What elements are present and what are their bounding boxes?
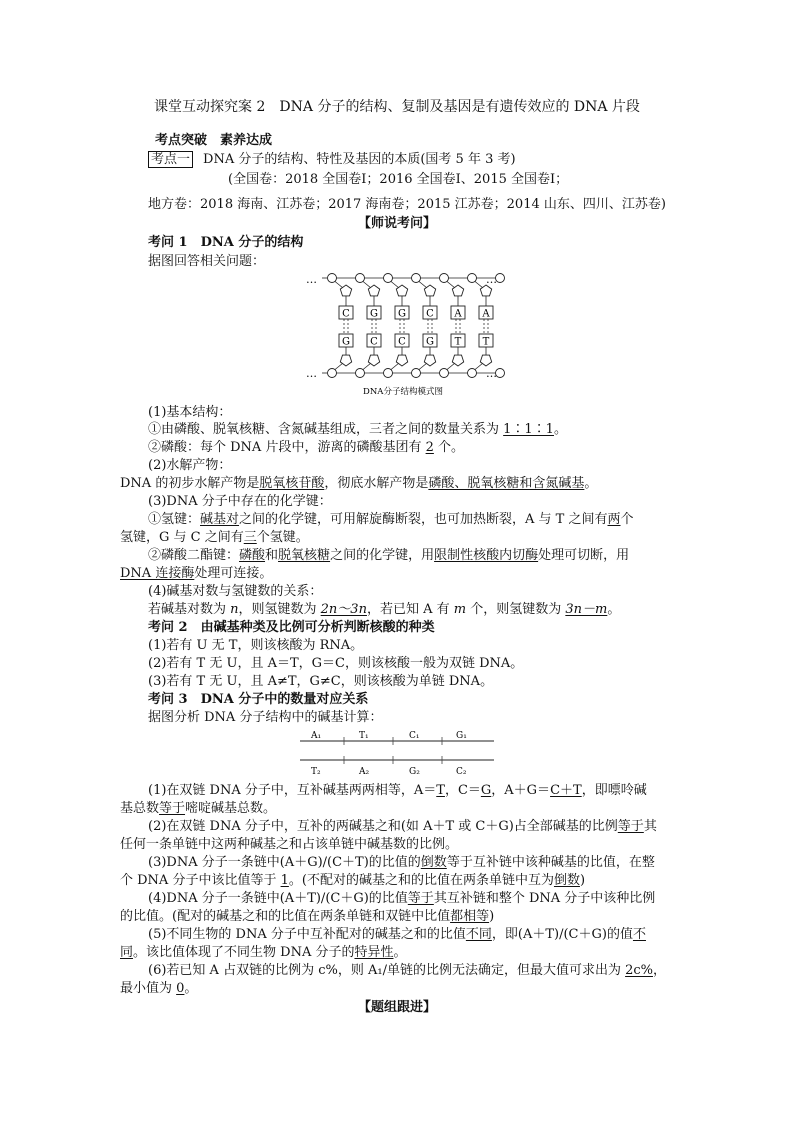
phosphate-circle-top — [440, 274, 449, 283]
deoxyribose-top — [424, 285, 435, 296]
p1-answer-3: C＋T — [550, 783, 582, 798]
p3-text-b: 等于互补链中该种碱基的比值，在整 — [446, 855, 655, 870]
s1-l1-text: ①由磷酸、脱氧核糖、含氮碱基组成，三者之间的数量关系为 — [148, 422, 504, 437]
dna-structure-diagram — [296, 266, 510, 400]
deoxyribose-bottom — [396, 355, 407, 366]
s3-p1-answer-2: 脱氧核糖 — [278, 548, 331, 563]
strand-bottom-label-1: T₂ — [311, 767, 321, 777]
q2-line2: (2)若有 T 无 U，且 A＝T，G＝C，则该核酸一般为双链 DNA。 — [148, 656, 524, 671]
s2-text-a: DNA 的初步水解产物是 — [120, 476, 260, 491]
q1-heading — [148, 234, 303, 252]
p4-answer-1: 等于 — [407, 891, 434, 906]
p6-answer-1: 2c% — [625, 963, 653, 978]
p3-line2 — [120, 872, 585, 890]
phosphate-circle-bottom — [384, 369, 393, 378]
base-label-bottom: C — [398, 336, 406, 348]
diagram-caption: DNA分子结构模式图 — [363, 387, 443, 397]
p6-l2-text-a: 最小值为 — [120, 981, 177, 996]
strand-bottom-label-4: C₂ — [456, 767, 467, 777]
base-label-bottom: T — [482, 336, 490, 348]
section-label: 考点突破 素养达成 — [155, 133, 273, 148]
base-label-top: A — [482, 308, 490, 320]
exam-national-line: (全国卷：2018 全国卷Ⅰ；2016 全国卷Ⅰ、2015 全国卷Ⅰ； — [228, 172, 569, 187]
s4-text-c: ，若已知 A 有 — [366, 602, 454, 617]
p5-line1 — [148, 926, 646, 944]
p3-answer-1: 倒数 — [420, 855, 447, 870]
p1-l2-text-a: 基总数 — [120, 801, 160, 816]
q3-heading: 考问 3 DNA 分子中的数量对应关系 — [148, 692, 369, 707]
strand-bottom-label-2: A₂ — [359, 767, 370, 777]
deoxyribose-top — [396, 285, 407, 296]
s1-l2-text: ②磷酸：每个 DNA 片段中，游离的磷酸基团有 — [148, 440, 426, 455]
phosphate-circle-bottom — [440, 369, 449, 378]
p2-line1 — [148, 818, 657, 836]
base-label-bottom: C — [370, 336, 378, 348]
p1-text-c: ，A＋G＝ — [491, 783, 551, 798]
s2-heading: (2)水解产物： — [148, 458, 232, 473]
p1-l2-answer: 等于 — [159, 801, 186, 816]
p2-text-a: (2)在双链 DNA 分子中，互补的两碱基之和(如 A＋T 或 C＋G)占全部碱基的比例 — [148, 819, 618, 834]
s4-text-a: 若碱基对数为 — [148, 602, 231, 617]
p4-text-b: 其互补链和整个 DNA 分子中该种比例 — [433, 891, 656, 906]
s1-l1-end: 。 — [553, 422, 567, 437]
s2-answer-1: 脱氧核苷酸 — [259, 476, 325, 491]
p5-l2-text-c: 。 — [393, 945, 407, 960]
s3-p1-answer-1: 磷酸 — [239, 548, 266, 563]
base-label-top: G — [398, 308, 406, 320]
s3-h1-answer-1: 碱基对 — [200, 512, 240, 527]
p1-answer-2: G — [480, 783, 492, 798]
deoxyribose-bottom — [452, 355, 463, 366]
strand-top-label-4: G₁ — [456, 731, 467, 741]
p3-line1 — [148, 854, 655, 872]
s3-h2-answer: 三 — [243, 530, 257, 545]
strand-top-label-2: T₁ — [359, 731, 369, 741]
s2-answer-2: 磷酸、脱氧核糖和含氮碱基 — [428, 476, 585, 491]
s4-var-m: m — [453, 602, 467, 617]
deoxyribose-bottom — [368, 355, 379, 366]
deoxyribose-top — [368, 285, 379, 296]
strand-bottom-label-3: G₂ — [409, 767, 420, 777]
q2-line1: (1)若有 U 无 T，则该核酸为 RNA。 — [148, 638, 364, 653]
s4-heading: (4)碱基对数与氢键数的关系： — [148, 584, 323, 599]
s3-p2-answer: DNA 连接酶 — [120, 566, 195, 581]
q1-intro: 据图回答相关问题： — [148, 254, 266, 269]
p1-line1 — [148, 782, 647, 800]
base-label-top: C — [342, 308, 350, 320]
p6-l2-text-b: 。 — [184, 981, 198, 996]
dots-top-left: … — [306, 273, 317, 286]
base-label-top: C — [426, 308, 434, 320]
s4-text-d: 个，则氢键数为 — [466, 602, 566, 617]
s3-h2-text-b: 个氢键。 — [256, 530, 309, 545]
phosphate-circle-top — [384, 274, 393, 283]
p5-l2-answer-2: 特异性 — [354, 945, 394, 960]
page-title: 课堂互动探究案 2 DNA 分子的结构、复制及基因是有遗传效应的 DNA 片段 — [154, 99, 640, 115]
p5-answer-1: 不同 — [465, 927, 492, 942]
p4-l2-answer: 都相等 — [450, 909, 490, 924]
dots-bottom-right: … — [486, 367, 497, 380]
deoxyribose-top — [452, 285, 463, 296]
s3-hydrogen-line2 — [120, 529, 309, 547]
p1-text-b: ，C＝ — [444, 783, 481, 798]
s3-p2-text: 处理可连接。 — [194, 566, 273, 581]
strand-top-label-1: A₁ — [311, 731, 322, 741]
tizu-heading: 【题组跟进】 — [357, 1000, 436, 1015]
p5-l2-text-b: 。该比值体现了不同生物 DNA 分子的 — [133, 945, 355, 960]
q2-heading: 考问 2 由碱基种类及比例可分析判断核酸的种类 — [148, 620, 435, 635]
base-label-top: G — [370, 308, 378, 320]
s4-answer-1: 2n～3n — [320, 602, 367, 617]
s4-text-e: 。 — [607, 602, 621, 617]
phosphate-circle-top — [328, 274, 337, 283]
s3-phospho-line1 — [148, 547, 629, 565]
p3-l2-text-c: ) — [579, 873, 586, 888]
s3-h1-text-a: ①氢键： — [148, 512, 201, 527]
s3-p1-answer-3: 限制性核酸内切酶 — [434, 548, 539, 563]
q2-line3: (3)若有 T 无 U，且 A≠T，G≠C，则该核酸为单链 DNA。 — [148, 674, 494, 689]
s3-phospho-line2 — [120, 565, 272, 583]
s1-l2-end: 个。 — [433, 440, 465, 455]
p6-line2 — [120, 980, 197, 998]
deoxyribose-bottom — [480, 355, 491, 366]
s3-h2-text-a: 氢键，G 与 C 之间有 — [120, 530, 244, 545]
p1-text-d: ，即嘌呤碱 — [581, 783, 647, 798]
p5-text-a: (5)不同生物的 DNA 分子中互补配对的碱基之和的比值 — [148, 927, 466, 942]
phosphate-circle-bottom — [468, 369, 477, 378]
s3-h1-text-b: 之间的化学键，可用解旋酶断裂，也可加热断裂，A 与 T 之间有 — [239, 512, 608, 527]
p2-text-b: 其 — [643, 819, 657, 834]
s4-answer-2: 3n－m — [565, 602, 608, 617]
p3-text-a: (3)DNA 分子一条链中(A＋G)/(C＋T)的比值的 — [148, 855, 421, 870]
phosphate-circle-bottom — [356, 369, 365, 378]
p1-l2-text-b: 嘧啶碱基总数。 — [185, 801, 277, 816]
strand-top-label-3: C₁ — [409, 731, 420, 741]
deoxyribose-bottom — [340, 355, 351, 366]
s3-p1-text-c: 之间的化学键，用 — [330, 548, 435, 563]
s1-heading: (1)基本结构： — [148, 405, 232, 420]
s4-var-n: n — [230, 602, 239, 617]
s1-l1-answer: 1∶1∶1 — [503, 422, 554, 437]
kaodian-heading — [148, 151, 516, 169]
p2-answer: 等于 — [617, 819, 644, 834]
p5-l2-answer-1: 同 — [120, 945, 134, 960]
kaodian-box: 考点一 — [148, 151, 193, 168]
p1-line2 — [120, 800, 276, 818]
p1-answer-1: T — [436, 783, 445, 798]
p3-l2-answer-2: 倒数 — [553, 873, 580, 888]
p5-answer-2: 不 — [632, 927, 646, 942]
s1-l2-answer: 2 — [425, 440, 434, 455]
s3-p1-text-a: ②磷酸二酯键： — [148, 548, 240, 563]
s1-line1 — [148, 421, 567, 439]
p4-l2-text-b: ) — [489, 909, 495, 924]
p6-line1 — [148, 962, 666, 980]
p3-l2-text-a: 个 DNA 分子中该比值等于 — [120, 873, 281, 888]
phosphate-circle-top — [468, 274, 477, 283]
p6-text-b: ， — [652, 963, 666, 978]
q3-intro: 据图分析 DNA 分子结构中的碱基计算： — [148, 710, 383, 725]
s3-hydrogen-line1 — [148, 511, 634, 529]
p3-l2-text-b: 。(不配对的碱基之和的比值在两条单链中互为 — [288, 873, 554, 888]
base-label-bottom: G — [426, 336, 434, 348]
dots-top-right: … — [486, 273, 497, 286]
deoxyribose-bottom — [424, 355, 435, 366]
p2-line2: 任何一条单链中这两种碱基之和占该单链中碱基数的比例。 — [120, 837, 459, 852]
exam-local-line: 地方卷：2018 海南、江苏卷；2017 海南卷；2015 江苏卷；2014 山东、四川、江苏卷) — [148, 197, 666, 212]
p4-l2-text-a: 的比值。(配对的碱基之和的比值在两条单链和双链中比值 — [120, 909, 451, 924]
phosphate-circle-top — [412, 274, 421, 283]
p6-l2-answer: 0 — [176, 981, 185, 996]
p4-line2 — [120, 908, 494, 926]
shishuo-heading: 【师说考问】 — [357, 216, 436, 231]
phosphate-circle-bottom — [328, 369, 337, 378]
s3-heading: (3)DNA 分子中存在的化学键： — [148, 494, 332, 509]
s3-p1-text-d: 处理可切断，用 — [538, 548, 630, 563]
deoxyribose-top — [340, 285, 351, 296]
kaodian-text: DNA 分子的结构、特性及基因的本质(国考 5 年 3 考) — [203, 152, 516, 167]
p4-text-a: (4)DNA 分子一条链中(A＋T)/(C＋G)的比值 — [148, 891, 408, 906]
deoxyribose-top — [480, 285, 491, 296]
s4-text-b: ，则氢键数为 — [238, 602, 321, 617]
phosphate-circle-top — [356, 274, 365, 283]
p3-l2-answer-1: 1 — [280, 873, 289, 888]
p1-text-a: (1)在双链 DNA 分子中，互补碱基两两相等，A＝ — [148, 783, 437, 798]
dots-bottom-left: … — [306, 367, 317, 380]
s3-h1-text-c: 个 — [620, 512, 634, 527]
p5-line2 — [120, 944, 407, 962]
phosphate-circle-bottom — [412, 369, 421, 378]
s2-text-b: ，彻底水解产物是 — [324, 476, 429, 491]
s2-text-c: 。 — [584, 476, 598, 491]
p6-text-a: (6)若已知 A 占双链的比例为 c%，则 A₁/单链的比例无法确定，但最大值可求出为 — [148, 963, 626, 978]
base-label-bottom: T — [454, 336, 462, 348]
strand-diagram — [296, 727, 498, 777]
s3-p1-text-b: 和 — [265, 548, 279, 563]
s4-line — [148, 601, 620, 619]
base-label-bottom: G — [342, 336, 350, 348]
p5-text-b: ，即(A＋T)/(C＋G)的值 — [491, 927, 633, 942]
p4-line1 — [148, 890, 655, 908]
q1-heading-text: 考问 1 DNA 分子的结构 — [148, 235, 304, 250]
s1-line2 — [148, 439, 464, 457]
s3-h1-answer-2: 两 — [607, 512, 621, 527]
base-label-top: A — [454, 308, 462, 320]
s2-line — [120, 475, 597, 493]
